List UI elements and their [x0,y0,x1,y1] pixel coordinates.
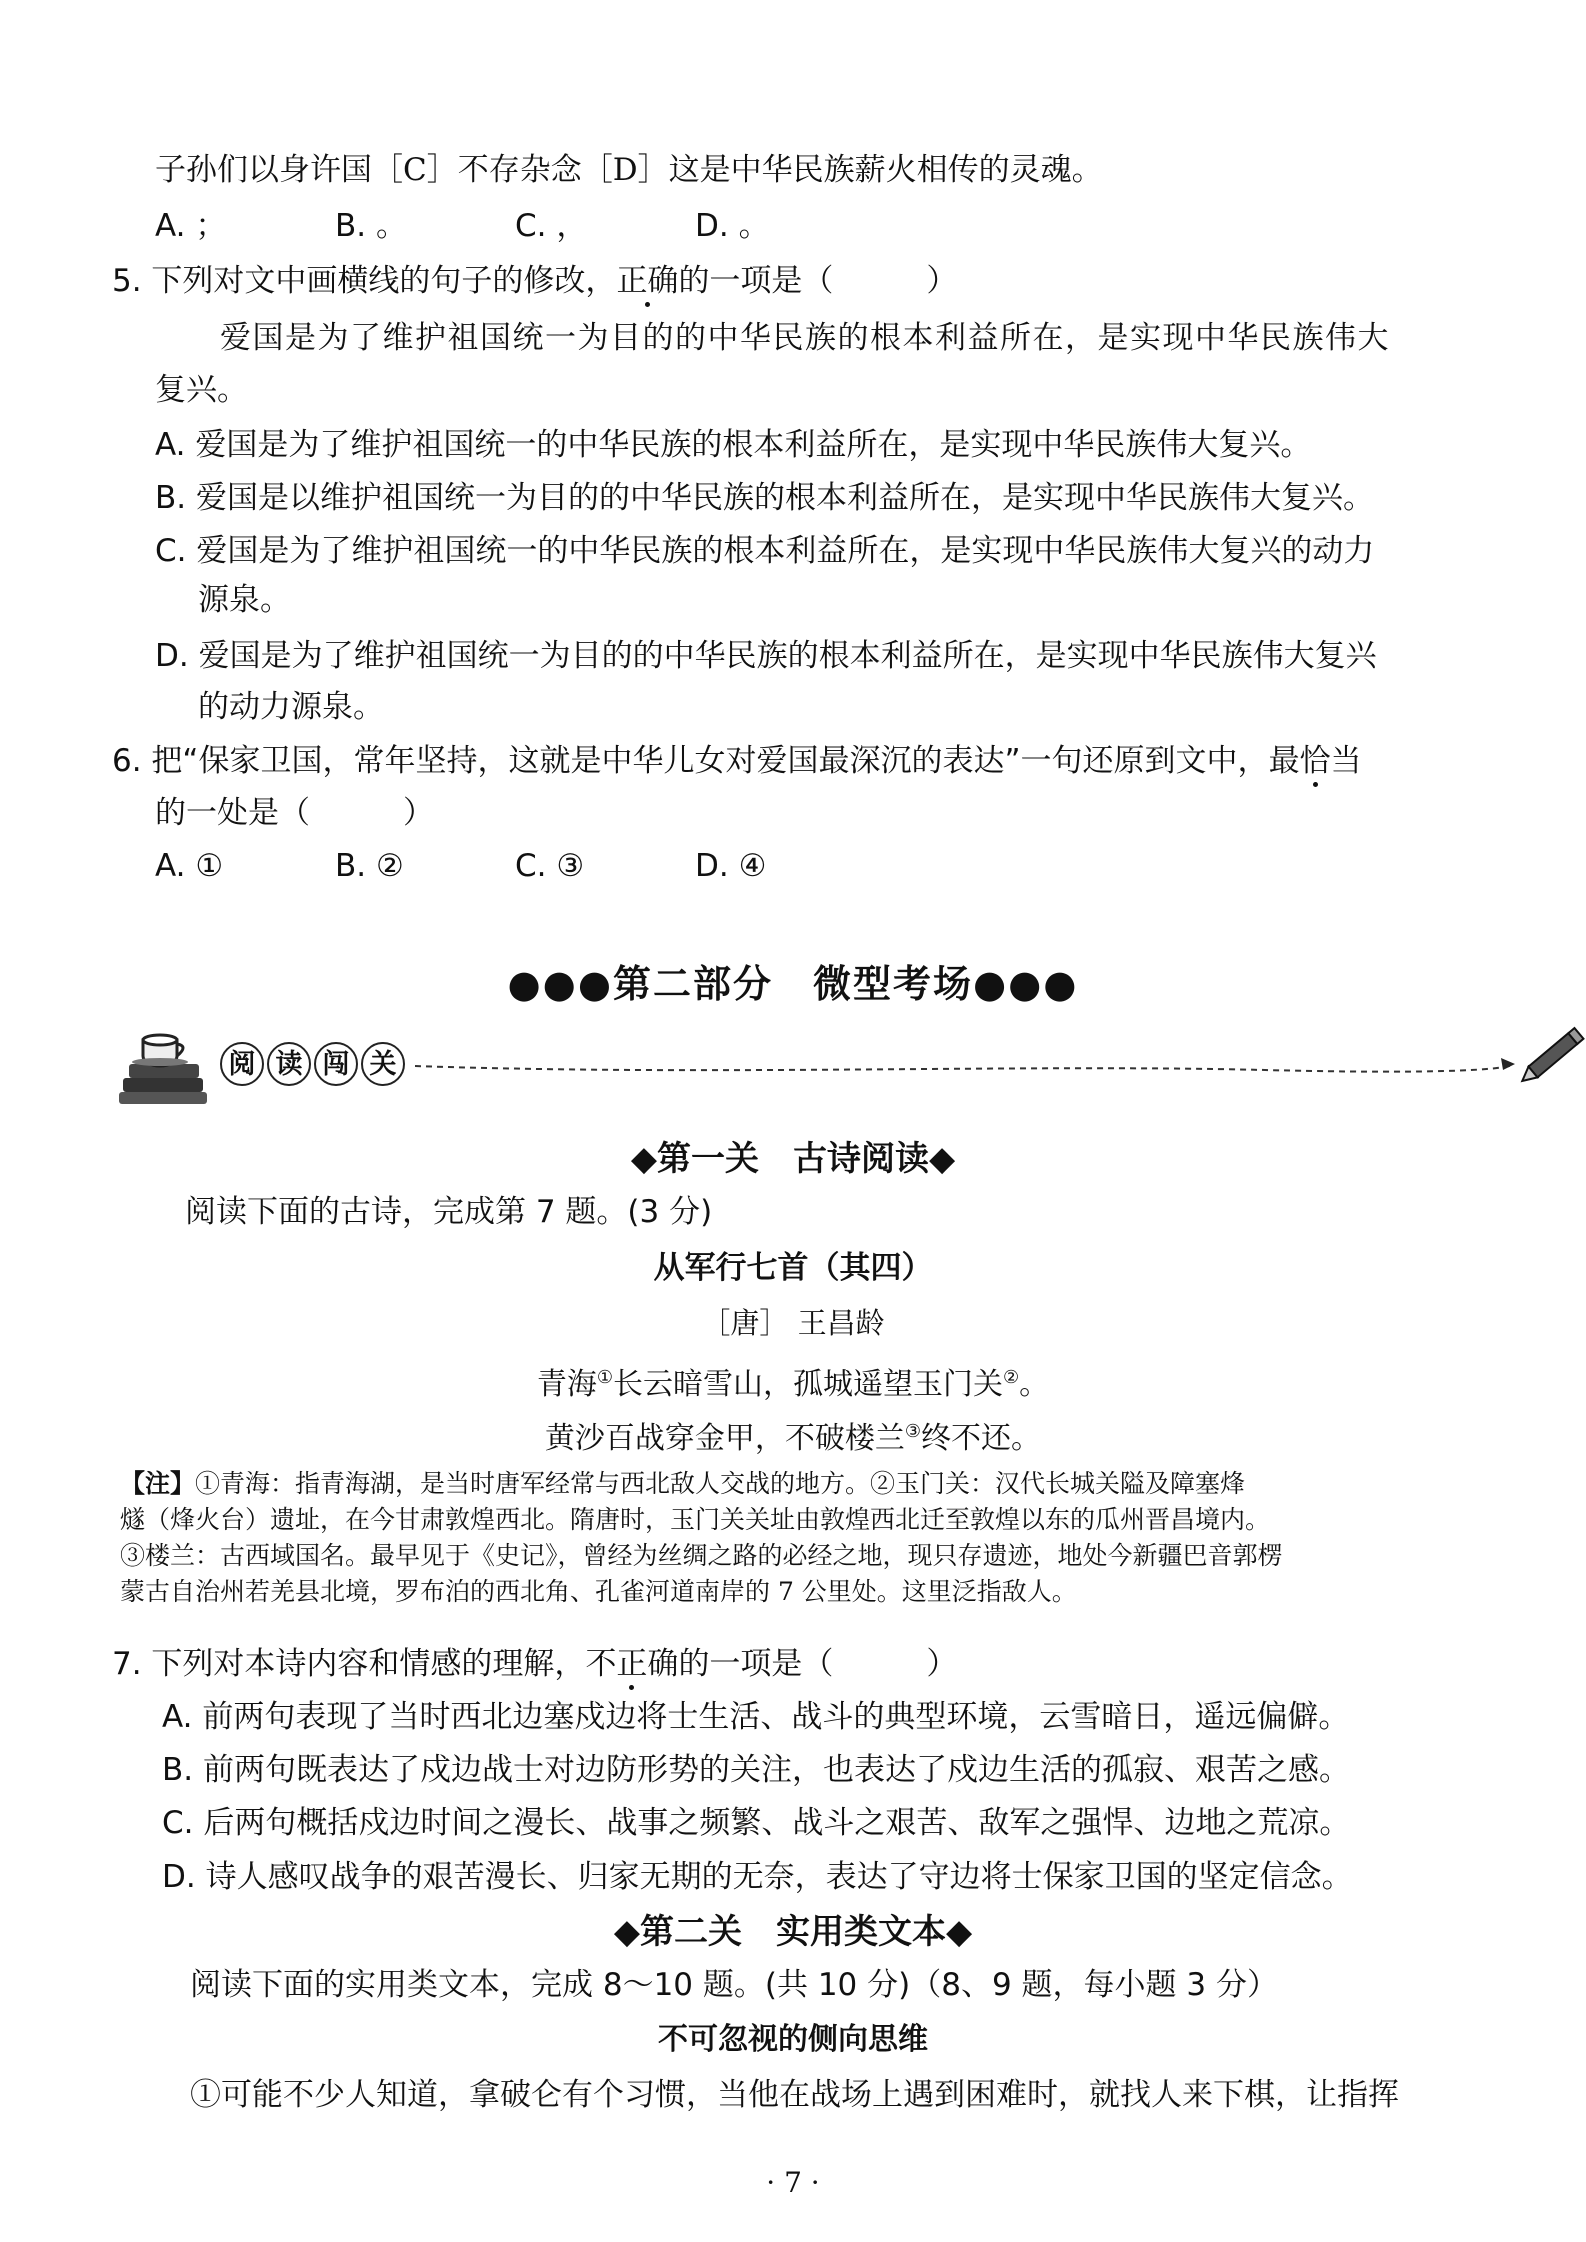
q7-option-d: D. 诗人感叹战争的艰苦漫长、归家无期的无奈，表达了守边将士保家卫国的坚定信念。 [162,1859,1353,1895]
books-cup-icon [115,1020,225,1110]
poem-author: ［唐］ 王昌龄 [701,1306,885,1340]
page-number: · 7 · [766,2166,820,2199]
poem-line-2 [0,1412,1586,1459]
q4-option-d: D. 。 [695,208,770,244]
poem-note-mark-2: ② [1003,1367,1020,1388]
q7-stem [112,1644,957,1684]
note-label: 【注】 [120,1469,196,1498]
q6-stem-emphasis: 最恰当 [1268,743,1362,779]
poem-line-1-b: 长云暗雪山，孤城遥望玉门关 [613,1367,1003,1402]
poem-note-mark-3: ③ [904,1421,922,1442]
poem-line-1 [0,1358,1586,1405]
q6-option-a: A. ① [155,848,224,884]
q4-option-b: B. 。 [335,208,407,244]
q4-tail-line: 子孙们以身许国［C］不存杂念［D］这是中华民族薪火相传的灵魂。 [155,152,1103,188]
poem-note-line-3: ③楼兰：古西域国名。最早见于《史记》，曾经为丝绸之路的必经之地，现只存遗迹，地处今新疆巴音郭楞 [120,1541,1283,1570]
part2-heading: ●●●第二部分 微型考场●●● [507,961,1079,1006]
practical-para-1: ①可能不少人知道，拿破仑有个习惯，当他在战场上遇到困难时，就找人来下棋，让指挥 [190,2077,1399,2113]
banner-char-3: 闯 [314,1042,358,1086]
q6-option-b: B. ② [335,848,404,884]
poem-line-2-a: 黄沙百战穿金甲，不破楼兰 [544,1421,905,1456]
reading-banner [115,1020,1495,1110]
q6-stem [112,741,1362,781]
practical-instruction: 阅读下面的实用类文本，完成 8～10 题。(共 10 分)（8、9 题，每小题 3 分） [190,1967,1278,2003]
poem-note-mark-1: ① [596,1367,613,1388]
q4-option-c: C. ， [515,208,588,244]
poem-notes [120,1466,1490,1610]
q7-option-c: C. 后两句概括戍边时间之漫长、战事之频繁、战斗之艰苦、敌军之强悍、边地之荒凉。 [162,1805,1351,1841]
banner-label [220,1042,408,1086]
banner-char-2: 读 [267,1042,311,1086]
q7-stem-b: 的一项是（ ） [678,1646,958,1682]
q5-sentence-line2: 复兴。 [155,372,248,408]
q6-stem-a: 6. 把“保家卫国，常年坚持，这就是中华儿女对爱国最深沉的表达”一句还原到文中， [112,743,1269,779]
q4-option-a: A. ； [155,208,227,244]
poem-title: 从军行七首（其四） [653,1250,933,1286]
q5-option-b: B. 爱国是以维护祖国统一为目的的中华民族的根本利益所在，是实现中华民族伟大复兴。 [155,480,1374,516]
practical-section-heading: ◆第二关 实用类文本◆ [613,1912,973,1952]
poem-line-2-b: 终不还。 [921,1421,1042,1456]
q7-stem-emphasis: 不正确 [585,1646,679,1682]
poem-line-1-a: 青海 [536,1367,597,1402]
poem-note-line-4: 蒙古自治州若羌县北境，罗布泊的西北角、孔雀河道南岸的 7 公里处。这里泛指敌人。 [120,1577,1077,1606]
q5-option-c-cont: 源泉。 [198,582,291,618]
dashed-path-with-pencil [415,1020,1586,1110]
q5-stem-emphasis: 正确 [616,263,679,299]
q5-stem [112,261,957,301]
q5-option-d-cont: 的动力源泉。 [198,689,384,725]
q5-stem-b: 的一项是（ ） [678,263,958,299]
poem-note-line-1 [120,1466,1490,1502]
poem-section-heading: ◆第一关 古诗阅读◆ [630,1139,956,1179]
q5-option-c: C. 爱国是为了维护祖国统一的中华民族的根本利益所在，是实现中华民族伟大复兴的动力 [155,533,1375,569]
q7-stem-a: 7. 下列对本诗内容和情感的理解， [112,1646,586,1682]
q7-option-a: A. 前两句表现了当时西北边塞戍边将士生活、战斗的典型环境，云雪暗日，遥远偏僻。 [162,1699,1350,1735]
banner-char-1: 阅 [220,1042,264,1086]
q6-option-d: D. ④ [695,848,767,884]
q6-option-c: C. ③ [515,848,585,884]
q7-option-b: B. 前两句既表达了戍边战士对边防形势的关注，也表达了戍边生活的孤寂、艰苦之感。 [162,1752,1350,1788]
banner-char-4: 关 [361,1042,405,1086]
q6-stem-line2: 的一处是（ ） [155,795,434,831]
practical-title: 不可忽视的侧向思维 [658,2022,928,2057]
poem-instruction: 阅读下面的古诗，完成第 7 题。(3 分) [185,1194,713,1230]
q5-option-a: A. 爱国是为了维护祖国统一的中华民族的根本利益所在，是实现中华民族伟大复兴。 [155,427,1312,463]
q5-option-d: D. 爱国是为了维护祖国统一为目的的中华民族的根本利益所在，是实现中华民族伟大复兴 [155,638,1377,674]
poem-note-line-2: 燧（烽火台）遗址，在今甘肃敦煌西北。隋唐时，玉门关关址由敦煌西北迁至敦煌以东的瓜州晋昌境内。 [120,1505,1271,1534]
q5-stem-a: 5. 下列对文中画横线的句子的修改， [112,263,617,299]
q5-sentence-line1: 爱国是为了维护祖国统一为目的的中华民族的根本利益所在，是实现中华民族伟大 [220,320,1390,356]
poem-line-1-c: 。 [1019,1367,1050,1402]
note-text-1: ①青海：指青海湖，是当时唐军经常与西北敌人交战的地方。②玉门关：汉代长城关隘及障塞烽 [195,1469,1246,1498]
